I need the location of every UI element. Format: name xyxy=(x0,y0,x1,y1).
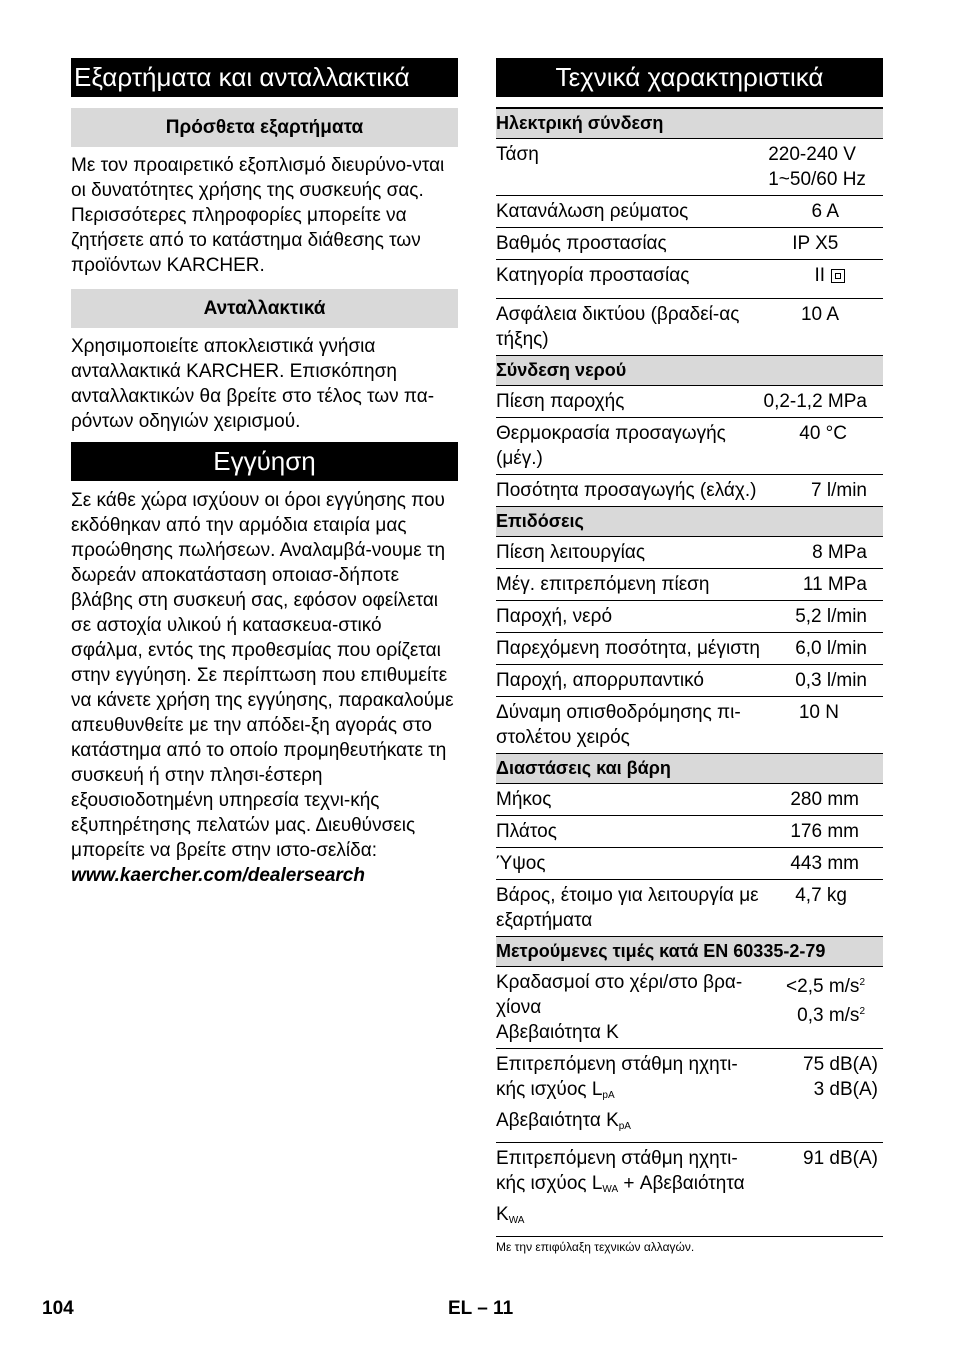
section-measured-values: Μετρούμενες τιμές κατά EN 60335-2-79 xyxy=(496,937,883,967)
technical-data-heading: Τεχνικά χαρακτηριστικά xyxy=(496,58,883,97)
section-water: Σύνδεση νερού xyxy=(496,356,883,386)
spec-row-height: Ύψος 443 mm xyxy=(496,848,883,880)
spare-parts-text: Χρησιμοποιείτε αποκλειστικά γνήσια ανταλλακτικά KARCHER. Επισκόπηση ανταλλακτικών θα βρείτε στο τέλος των πα-ρόντων οδηγιών χειρισμού. xyxy=(71,336,435,432)
page-number: 104 xyxy=(42,1298,74,1319)
section-performance: Επιδόσεις xyxy=(496,507,883,537)
spec-row-recoil: Δύναμη οπισθοδρόμησης πι-στολέτου χειρός 10 N xyxy=(496,697,883,754)
accessories-heading: Εξαρτήματα και ανταλλακτικά xyxy=(71,58,458,97)
spec-row-protection-class: Κατηγορία προστασίας II xyxy=(496,260,883,299)
language-page-label: EL – 11 xyxy=(448,1298,514,1319)
spec-row-flow-max: Παρεχόμενη ποσότητα, μέγιστη 6,0 l/min xyxy=(496,633,883,665)
spec-row-work-pressure: Πίεση λειτουργίας 8 MPa xyxy=(496,537,883,569)
section-dimensions: Διαστάσεις και βάρη xyxy=(496,754,883,784)
spec-row-weight: Βάρος, έτοιμο για λειτουργία με εξαρτήματα 4,7 kg xyxy=(496,880,883,937)
technical-data-table xyxy=(496,107,883,1237)
protection-class-ii-icon xyxy=(831,269,845,283)
warranty-heading: Εγγύηση xyxy=(71,442,458,481)
left-column xyxy=(71,58,458,895)
warranty-text xyxy=(71,488,458,888)
dealer-search-link[interactable]: www.kaercher.com/dealersearch xyxy=(71,865,365,886)
spec-row-ip: Βαθμός προστασίας IP X5 xyxy=(496,228,883,260)
right-column xyxy=(496,58,883,1254)
spec-row-fuse: Ασφάλεια δικτύου (βραδεί-ας τήξης) 10 A xyxy=(496,299,883,356)
spec-row-voltage: Τάση 220-240 V 1~50/60 Hz xyxy=(496,139,883,196)
warranty-body: Σε κάθε χώρα ισχύουν οι όροι εγγύησης που εκδόθηκαν από την αρμόδια εταιρία μας προώθησης πωλήσεων. Αναλαμβά-νουμε τη δωρεάν αποκατάσταση οποιασ-δήποτε βλάβης στη συσκευή σας, εφόσον οφείλεται σε αστοχία υλικού ή κατασκευα-στικό σφάλμα, εντός της προθεσμίας που ορίζεται στην εγγύηση. Σε περίπτωση που επιθυμείτε να κάνετε χρήση της εγγύησης, παρακαλούμε απευθυνθείτε με την απόδει-ξη αγοράς στο κατάστημα από το οποίο προμηθευτήκατε τη συσκευή ή στην πλησι-έστερη εξουσιοδοτημένη υπηρεσία τεχνι-κής εξυπηρέτησης πελατών μας. Διευθύνσεις μπορείτε να βρείτε στην ιστο-σελίδα: xyxy=(71,490,454,861)
spec-row-flow-water: Παροχή, νερό 5,2 l/min xyxy=(496,601,883,633)
spec-row-inlet-temp: Θερμοκρασία προσαγωγής (μέγ.) 40 °C xyxy=(496,418,883,475)
spec-row-sound-pressure: Επιτρεπόμενη στάθμη ηχητι-κής ισχύος $L_{pA}$ Αβεβαιότητα $K_{pA}$ 75 dB(A) 3 dB(A) xyxy=(496,1049,883,1143)
spec-row-width: Πλάτος 176 mm xyxy=(496,816,883,848)
optional-accessories-heading: Πρόσθετα εξαρτήματα xyxy=(71,108,458,147)
spec-row-length: Μήκος 280 mm xyxy=(496,784,883,816)
spec-row-vibration: Κραδασμοί στο χέρι/στο βρα-χίονα Αβεβαιότητα K <2,5 $m/s^2$ 0,3 $m/s^2$ xyxy=(496,967,883,1049)
optional-accessories-text: Με τον προαιρετικό εξοπλισμό διευρύνο-νται οι δυνατότητες χρήσης της συσκευής σας. Περισσότερες πληροφορίες μπορείτε να ζητήσετε από το κατάστημα διάθεσης των προϊόντων KARCHER. xyxy=(71,155,445,276)
spec-row-max-pressure: Μέγ. επιτρεπόμενη πίεση 11 MPa xyxy=(496,569,883,601)
spec-row-flow-detergent: Παροχή, απορρυπαντικό 0,3 l/min xyxy=(496,665,883,697)
spec-row-inlet-pressure: Πίεση παροχής 0,2-1,2 MPa xyxy=(496,386,883,418)
spec-row-current: Κατανάλωση ρεύματος 6 A xyxy=(496,196,883,228)
spec-row-sound-power: Επιτρεπόμενη στάθμη ηχητι-κής ισχύος $L_{WA} + A\beta\varepsilon\beta\alpha\iota ό\tau\eta\tau\alpha$ $K_{WA}$ 91 dB(A) xyxy=(496,1143,883,1237)
spec-row-inlet-quantity: Ποσότητα προσαγωγής (ελάχ.) 7 l/min xyxy=(496,475,883,507)
spare-parts-heading: Ανταλλακτικά xyxy=(71,289,458,328)
section-electrical: Ηλεκτρική σύνδεση xyxy=(496,108,883,139)
technical-changes-note: Με την επιφύλαξη τεχνικών αλλαγών. xyxy=(496,1240,695,1254)
